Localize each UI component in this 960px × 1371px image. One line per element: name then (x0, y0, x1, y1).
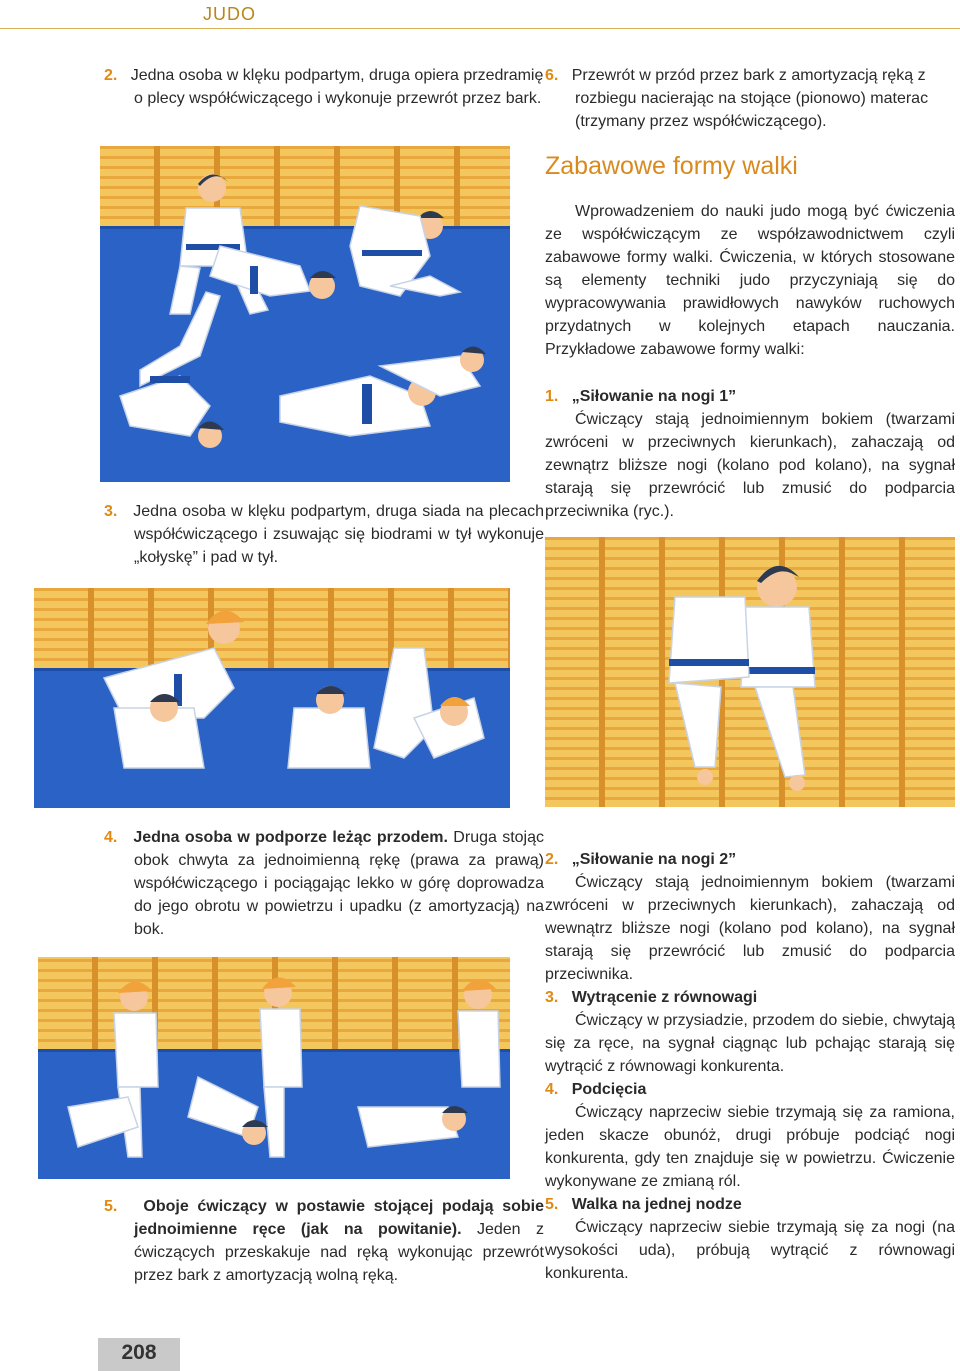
game-item-4: 4. Podcięcia Ćwiczący naprzeciw siebie trzymają się za ramiona, jeden skacze obunóż, drugi próbuje podciąć nogi konkurenta, gdy ten znajduje się w powietrzu. Ćwiczenie wykonywane ze zmianą ról. (545, 1081, 955, 1190)
game-item-2: 2. „Siłowanie na nogi 2” Ćwiczący stają jednoimiennym bokiem (twarzami zwróceni w przeciwnych kierunkach), zahaczają od wewnątrz bliższe nogi (kolano pod kolano), na sygnał starają się przewrócić lub zmusić do podparcia przeciwnika. (545, 851, 955, 983)
game-item-1: 1. „Siłowanie na nogi 1” Ćwiczący stają jednoimiennym bokiem (twarzami zwróceni w przeciwnych kierunkach), zahaczają od zewnątrz bliższe nogi (kolano pod kolano), na sygnał starają się przewrócić lub zmusić do podparcia przeciwnika (ryc.). (545, 388, 955, 520)
judoka-figures-scene-2 (545, 537, 955, 807)
exercise-item-2: 2. Jedna osoba w klęku podpartym, druga opiera przedramię o plecy współćwiczącego i wykonuje przewrót przez bark. (104, 67, 544, 107)
section-intro: Wprowadzeniem do nauki judo mogą być ćwiczenia ze współćwiczącym ze współzawodnictwem czyli zabawowe formy walki. Ćwiczenia, w których stosowane są elementy techniki judo przyczyniają się do wypracowywania prawidłowych nawyków ruchowych przydatnych w kolejnych etapach nauczania. Przykładowe zabawowe formy walki: (545, 203, 955, 358)
illustration-shoulder-roll (100, 146, 510, 482)
judoka-figures-scene-1 (100, 146, 510, 482)
illustration-leg-wrestling (545, 537, 955, 807)
header-rule (0, 28, 960, 29)
judoka-figures-scene-4 (38, 957, 510, 1179)
section-title: Zabawowe formy walki (545, 152, 798, 180)
game-item-5: 5. Walka na jednej nodze Ćwiczący naprzeciw siebie trzymają się za nogi (na wysokości uda), próbują wytrącić z równowagi konkurenta. (545, 1196, 955, 1282)
exercise-item-5: 5. Oboje ćwiczący w postawie stojącej podają sobie jednoimienne ręce (jak na powitanie). Jeden z ćwiczących przeskakuje nad ręką wykonując przewrót przez bark z amortyzacją wolną ręką. (104, 1198, 545, 1284)
exercise-item-4: 4. Jedna osoba w podporze leżąc przodem. Druga stojąc obok chwyta za jednoimienną rękę (prawa za prawą) współćwiczącego i pociągając lekko w górę doprowadza do jego obrotu w powietrzu i upadku (z amortyzacją) na bok. (104, 829, 545, 938)
illustration-roll-over-hand (38, 957, 510, 1179)
running-header: JUDO (203, 4, 256, 24)
exercise-item-6: 6. Przewrót w przód przez bark z amortyzacją ręką z rozbiegu nacierając na stojące (pionowo) materac (trzymany przez współćwiczącego). (545, 67, 929, 130)
judoka-figures-scene-3 (34, 588, 510, 808)
page-number: 208 (121, 1341, 157, 1364)
game-item-3: 3. Wytrącenie z równowagi Ćwiczący w przysiadzie, przodem do siebie, chwytają się za ręce, na sygnał ciągnąc lub pchając starają się wytrącić z równowagi konkurenta. (545, 989, 955, 1075)
illustration-cradle (34, 588, 510, 808)
exercise-item-3: 3. Jedna osoba w klęku podpartym, druga siada na plecach współćwiczącego i zsuwając się biodrami w tył wykonuje „kołyskę” i pad w tył. (104, 503, 545, 566)
game-items-2-5 (545, 848, 955, 1285)
